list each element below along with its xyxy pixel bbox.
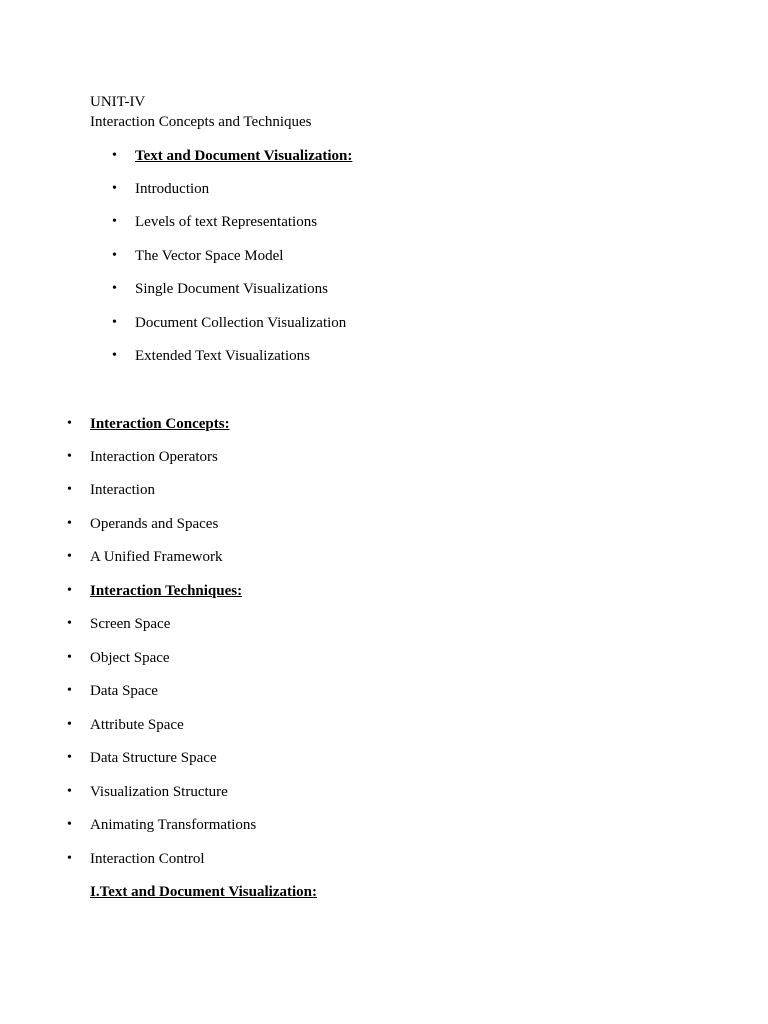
bullet-icon: • <box>67 416 72 431</box>
bullet-icon: • <box>67 616 72 631</box>
list-item-label: Interaction <box>90 482 155 498</box>
bullet-icon: • <box>67 717 72 732</box>
bullet-icon: • <box>112 214 117 229</box>
bullet-icon: • <box>112 181 117 196</box>
list-item-label: Introduction <box>135 181 210 197</box>
list-item-label: Operands and Spaces <box>90 516 219 532</box>
list-item-label: A Unified Framework <box>90 549 223 565</box>
bullet-icon: • <box>67 784 72 799</box>
list-item-label: Interaction Operators <box>90 449 218 465</box>
list-item-heading: Interaction Concepts: <box>90 416 230 432</box>
bullet-icon: • <box>112 315 117 330</box>
bullet-icon: • <box>67 549 72 564</box>
list-item-heading: Interaction Techniques: <box>90 583 243 599</box>
list-item-label: Data Structure Space <box>90 750 217 766</box>
list-item-label: Screen Space <box>90 616 171 632</box>
list-item-label: Visualization Structure <box>90 784 228 800</box>
bullet-icon: • <box>112 248 117 263</box>
list-item-label: Extended Text Visualizations <box>135 348 310 364</box>
list-item-label: The Vector Space Model <box>135 248 284 264</box>
bullet-icon: • <box>67 851 72 866</box>
bullet-icon: • <box>112 348 117 363</box>
bullet-icon: • <box>67 516 72 531</box>
list-item-label: Attribute Space <box>90 717 184 733</box>
unit-label: UNIT-IV <box>90 94 146 110</box>
bullet-icon: • <box>67 817 72 832</box>
unit-subtitle: Interaction Concepts and Techniques <box>90 114 312 130</box>
bullet-icon: • <box>67 449 72 464</box>
section-heading: I.Text and Document Visualization: <box>90 884 317 900</box>
bullet-icon: • <box>67 650 72 665</box>
list-item-label: Single Document Visualizations <box>135 281 328 297</box>
list-item-heading: Text and Document Visualization: <box>135 148 353 164</box>
bullet-icon: • <box>67 750 72 765</box>
list-item-label: Interaction Control <box>90 851 205 867</box>
bullet-icon: • <box>112 281 117 296</box>
list-item-label: Animating Transformations <box>90 817 257 833</box>
bullet-icon: • <box>67 683 72 698</box>
list-item-label: Data Space <box>90 683 158 699</box>
list-item-label: Levels of text Representations <box>135 214 318 230</box>
list-item-label: Object Space <box>90 650 170 666</box>
bullet-icon: • <box>67 583 72 598</box>
bullet-icon: • <box>112 148 117 163</box>
list-item-label: Document Collection Visualization <box>135 315 347 331</box>
bullet-icon: • <box>67 482 72 497</box>
